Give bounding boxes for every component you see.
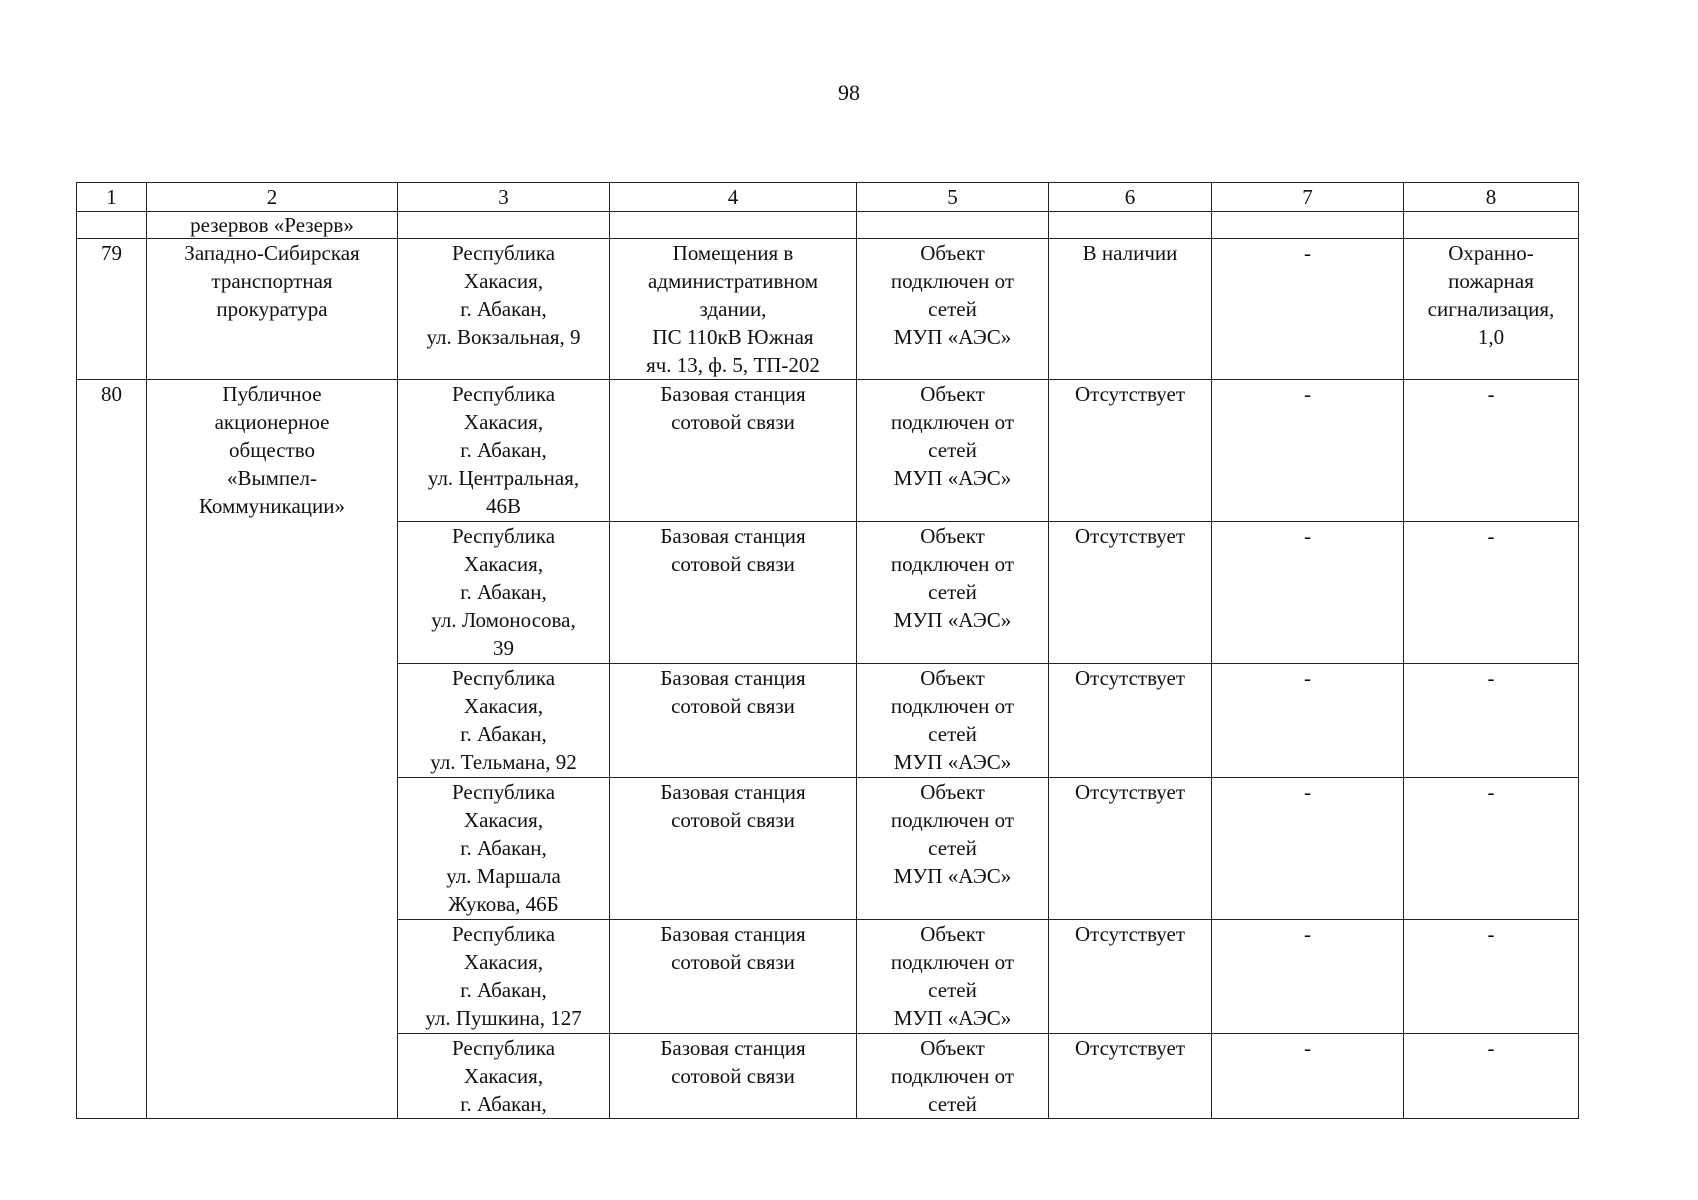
address-cell: Республика Хакасия, г. Абакан, ул. Пушкина, 127 <box>398 920 610 1034</box>
availability-cell: Отсутствует <box>1049 920 1212 1034</box>
address-cell: Республика Хакасия, г. Абакан, ул. Ломоносова, 39 <box>398 522 610 664</box>
column-header: 2 <box>147 183 398 212</box>
column-header: 1 <box>77 183 147 212</box>
column-8-cell: - <box>1404 664 1579 778</box>
availability-cell: Отсутствует <box>1049 380 1212 522</box>
column-8-cell: - <box>1404 778 1579 920</box>
object-cell: Помещения в административном здании, ПС 110кВ Южная яч. 13, ф. 5, ТП-202 <box>610 239 857 380</box>
table-cell <box>1404 212 1579 239</box>
availability-cell: Отсутствует <box>1049 778 1212 920</box>
column-header: 4 <box>610 183 857 212</box>
column-8-cell: - <box>1404 1034 1579 1119</box>
table-cell <box>1049 212 1212 239</box>
table-cell: резервов «Резерв» <box>147 212 398 239</box>
availability-cell: Отсутствует <box>1049 664 1212 778</box>
availability-cell: Отсутствует <box>1049 1034 1212 1119</box>
object-cell: Базовая станция сотовой связи <box>610 1034 857 1119</box>
column-header: 5 <box>857 183 1049 212</box>
power-supply-cell: Объект подключен от сетей МУП «АЭС» <box>857 664 1049 778</box>
availability-cell: В наличии <box>1049 239 1212 380</box>
power-supply-cell: Объект подключен от сетей МУП «АЭС» <box>857 778 1049 920</box>
column-7-cell: - <box>1212 239 1404 380</box>
object-cell: Базовая станция сотовой связи <box>610 522 857 664</box>
column-header: 6 <box>1049 183 1212 212</box>
object-cell: Базовая станция сотовой связи <box>610 920 857 1034</box>
table-cell <box>1212 212 1404 239</box>
column-7-cell: - <box>1212 1034 1404 1119</box>
column-header: 7 <box>1212 183 1404 212</box>
column-7-cell: - <box>1212 778 1404 920</box>
power-supply-cell: Объект подключен от сетей МУП «АЭС» <box>857 239 1049 380</box>
table-cell <box>610 212 857 239</box>
row-number: 79 <box>77 239 147 380</box>
column-7-cell: - <box>1212 522 1404 664</box>
column-header: 8 <box>1404 183 1579 212</box>
row-number: 80 <box>77 380 147 1119</box>
organization-name: Публичное акционерное общество «Вымпел- Коммуникации» <box>147 380 398 1119</box>
column-8-cell: Охранно- пожарная сигнализация, 1,0 <box>1404 239 1579 380</box>
column-7-cell: - <box>1212 664 1404 778</box>
column-7-cell: - <box>1212 380 1404 522</box>
objects-table <box>76 182 1579 1119</box>
table-header-row <box>77 183 1579 212</box>
continuation-row <box>77 212 1579 239</box>
availability-cell: Отсутствует <box>1049 522 1212 664</box>
power-supply-cell: Объект подключен от сетей МУП «АЭС» <box>857 522 1049 664</box>
address-cell: Республика Хакасия, г. Абакан, ул. Тельмана, 92 <box>398 664 610 778</box>
table-row <box>77 380 1579 522</box>
table-cell <box>857 212 1049 239</box>
address-cell: Республика Хакасия, г. Абакан, ул. Центральная, 46В <box>398 380 610 522</box>
address-cell: Республика Хакасия, г. Абакан, ул. Маршала Жукова, 46Б <box>398 778 610 920</box>
table-cell <box>77 212 147 239</box>
power-supply-cell: Объект подключен от сетей МУП «АЭС» <box>857 920 1049 1034</box>
address-cell: Республика Хакасия, г. Абакан, ул. Вокзальная, 9 <box>398 239 610 380</box>
column-7-cell: - <box>1212 920 1404 1034</box>
column-8-cell: - <box>1404 920 1579 1034</box>
object-cell: Базовая станция сотовой связи <box>610 664 857 778</box>
power-supply-cell: Объект подключен от сетей МУП «АЭС» <box>857 380 1049 522</box>
table-row <box>77 239 1579 380</box>
object-cell: Базовая станция сотовой связи <box>610 380 857 522</box>
column-8-cell: - <box>1404 380 1579 522</box>
organization-name: Западно-Сибирская транспортная прокуратура <box>147 239 398 380</box>
column-header: 3 <box>398 183 610 212</box>
column-8-cell: - <box>1404 522 1579 664</box>
object-cell: Базовая станция сотовой связи <box>610 778 857 920</box>
address-cell: Республика Хакасия, г. Абакан, <box>398 1034 610 1119</box>
table-cell <box>398 212 610 239</box>
page-number: 98 <box>838 80 860 105</box>
power-supply-cell: Объект подключен от сетей <box>857 1034 1049 1119</box>
